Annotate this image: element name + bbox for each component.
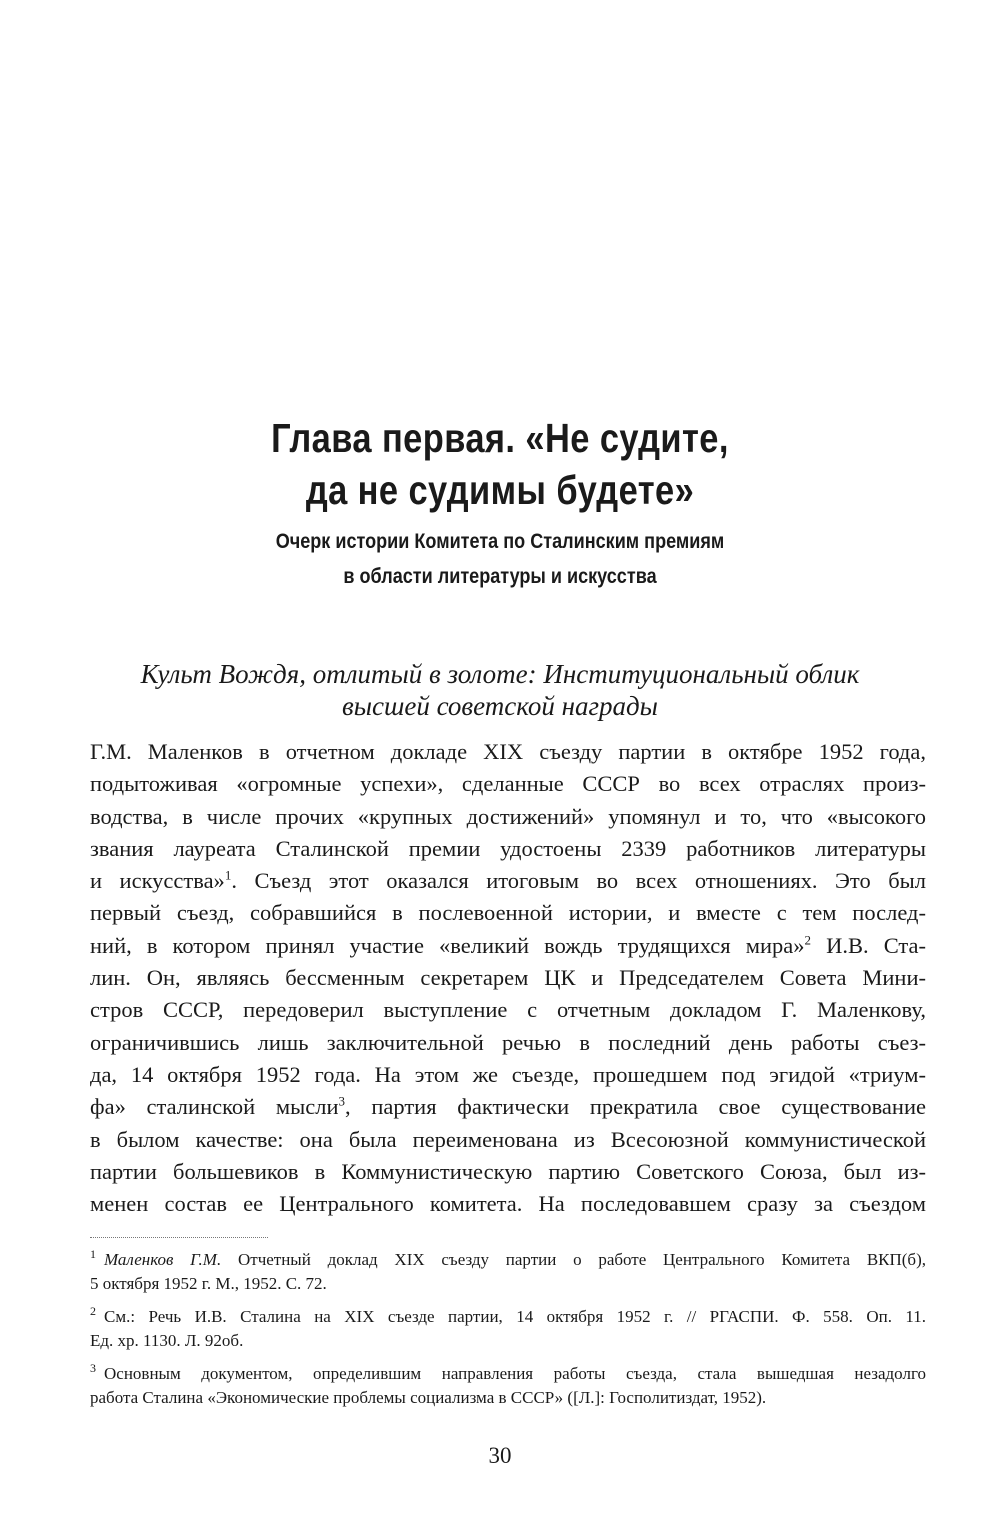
footnote-divider	[90, 1237, 268, 1238]
body-text	[90, 736, 926, 1220]
footnote-text: работа Сталина «Экономические проблемы социализма в СССР» ([Л.]: Госполитиздат, 1952).	[90, 1387, 767, 1407]
body-line: стров СССР, передоверил выступление с отчетным докладом Г. Маленкову,	[90, 997, 926, 1023]
chapter-subtitle-line: в области литературы и искусства	[343, 565, 657, 588]
body-line: лин. Он, являясь бессменным секретарем ЦК и Председателем Совета Мини-	[90, 965, 926, 991]
footnote-ref[interactable]: 2	[804, 932, 811, 948]
body-line: звания лауреата Сталинской премии удостоены 2339 работников литературы	[90, 835, 926, 861]
body-line: первый съезд, собравшийся в послевоенной истории, и вместе с тем послед-	[90, 900, 926, 926]
footnote-number: 2	[90, 1304, 96, 1319]
chapter-title	[80, 412, 920, 516]
body-line: да, 14 октября 1952 года. На этом же съезде, прошедшем под эгидой «триум-	[90, 1061, 926, 1087]
body-line: в былом качестве: она была переименована из Всесоюзной коммунистической	[90, 1126, 926, 1152]
footnote	[90, 1362, 926, 1409]
section-heading	[0, 658, 1000, 722]
body-line: Г.М. Маленков в отчетном докладе XIX съезду партии в октябре 1952 года,	[90, 739, 926, 764]
footnote	[90, 1248, 926, 1295]
footnote-text: См.: Речь И.В. Сталина на XIX съезде партии, 14 октября 1952 г. // РГАСПИ. Ф. 558. Оп. 11.	[104, 1307, 926, 1326]
chapter-title-line: да не судимы будете»	[305, 467, 695, 513]
footnote-text: Ед. хр. 1130. Л. 92об.	[90, 1330, 244, 1350]
chapter-subtitle	[70, 524, 930, 594]
body-line: фа» сталинской мысли$^3$, партия фактически прекратила свое существование	[90, 1093, 926, 1120]
footnote-text: 5 октября 1952 г. М., 1952. С. 72.	[90, 1273, 327, 1293]
chapter-title-line: Глава первая. «Не судите,	[271, 415, 729, 461]
footnote-number: 1	[90, 1247, 96, 1262]
footnote-number: 3	[90, 1361, 96, 1376]
section-heading-line: высшей советской награды	[342, 691, 658, 721]
body-line: водства, в числе прочих «крупных достижений» упомянул и то, что «высокого	[90, 803, 926, 829]
footnotes	[90, 1248, 926, 1419]
footnote-author: Маленков Г.М.	[104, 1250, 222, 1269]
body-line	[90, 865, 926, 897]
footnote	[90, 1305, 926, 1352]
body-line: ограничившись лишь заключительной речью в последний день работы съез-	[90, 1029, 926, 1055]
body-line: подытоживая «огромные успехи», сделанные СССР во всех отраслях произ-	[90, 771, 926, 797]
footnote-ref[interactable]: 1	[224, 867, 232, 883]
footnote-ref[interactable]: 3	[338, 1093, 346, 1109]
page-number: 30	[488, 1443, 512, 1468]
body-line-text: и искусства»$^1$. Съезд этот оказался итоговым во всех отношениях. Это был	[90, 867, 926, 894]
body-line: партии большевиков в Коммунистическую партию Советского Союза, был из-	[90, 1158, 926, 1184]
section-heading-line: Культ Вождя, отлитый в золоте: Институциональный облик	[140, 659, 860, 689]
footnote-text: Основным документом, определившим направления работы съезда, стала вышедшая незадолго	[104, 1364, 926, 1383]
body-line: менен состав ее Центрального комитета. На последовавшем сразу за съездом	[90, 1191, 926, 1217]
chapter-subtitle-line: Очерк истории Комитета по Сталинским премиям	[275, 530, 725, 553]
body-line: ний, в котором принял участие «великий вождь трудящихся мира»$^2$ И.В. Ста-	[90, 932, 926, 958]
footnote-text: Отчетный доклад XIX съезду партии о работе Центрального Комитета ВКП(б),	[221, 1250, 926, 1269]
